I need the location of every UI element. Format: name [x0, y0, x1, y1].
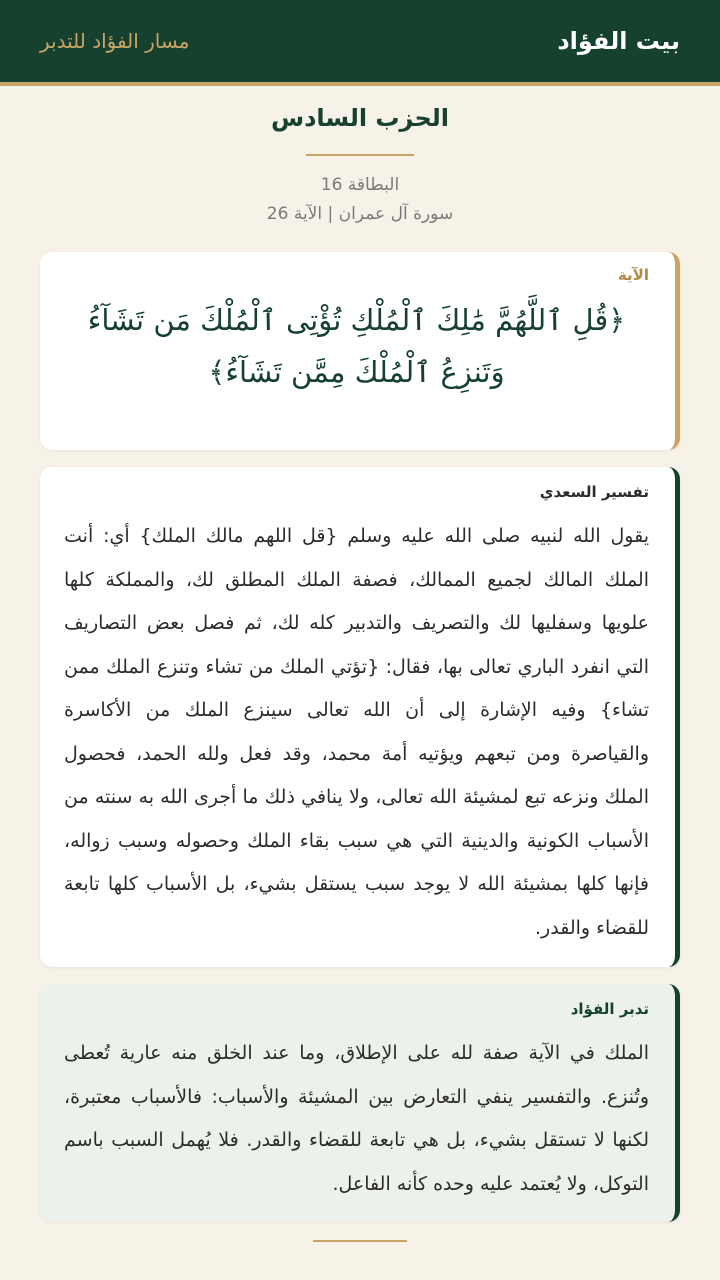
- app-header: [0, 0, 720, 86]
- tafsir-text: يقول الله لنبيه صلى الله عليه وسلم {قل اللهم مالك الملك} أي: أنت الملك المالك لجميع الممالك، فصفة الملك المطلق لك، والمملكة كلها علويها وسفليها لك والتصريف والتدبير كله لك، ثم فصل بعض التصاريف التي انفرد الباري تعالى بها، فقال: {تؤتي الملك من تشاء وتنزع الملك ممن تشاء} وفيه الإشارة إلى أن الله تعالى سينزع الملك من الأكاسرة والقياصرة ومن تبعهم ويؤتيه أمة محمد، وقد فعل ولله الحمد، فحصول الملك ونزعه تبع لمشيئة الله تعالى، ولا ينافي ذلك ما أجرى الله به سنته من الأسباب الكونية والدينية التي هي سبب بقاء الملك وحصوله وسبب زواله، فإنها كلها بمشيئة الله لا يوجد سبب يستقل بشيء، بل الأسباب كلها تابعة للقضاء والقدر.: [64, 525, 649, 939]
- surah-reference: سورة آل عمران | الآية 26: [266, 204, 454, 224]
- card-number: البطاقة 16: [320, 175, 400, 195]
- app-tagline: مسار الفؤاد للتدبر: [40, 29, 190, 53]
- app-brand-title[interactable]: بيت الفؤاد: [557, 27, 680, 55]
- tadabbur-card: [40, 984, 680, 1222]
- tadabbur-label: تدبر الفؤاد: [570, 1000, 649, 1018]
- verse-card: [40, 252, 680, 450]
- tafsir-card: [40, 467, 680, 967]
- verse-label: الآية: [617, 266, 649, 284]
- hizb-title: الحزب السادس: [270, 104, 450, 132]
- section-title-block: [0, 104, 720, 228]
- tafsir-label: تفسير السعدي: [539, 483, 649, 501]
- title-divider: [306, 154, 414, 156]
- footer-divider: [313, 1240, 407, 1242]
- tadabbur-text: الملك في الآية صفة لله على الإطلاق، وما عند الخلق منه عارية تُعطى وتُنزع. والتفسير ينفي التعارض بين المشيئة والأسباب: فالأسباب معتبرة، لكنها لا تستقل بشيء، بل هي تابعة للقضاء والقدر. فلا يُهمل السبب باسم التوكل، ولا يُعتمد عليه وحده كأنه الفاعل.: [64, 1042, 649, 1195]
- verse-text: ﴿قُلِ ٱللَّهُمَّ مَٰلِكَ ٱلْمُلْكِ تُؤْتِى ٱلْمُلْكَ مَن تَشَآءُ وَتَنزِعُ ٱلْمُلْكَ مِمَّن تَشَآءُ﴾: [87, 303, 626, 389]
